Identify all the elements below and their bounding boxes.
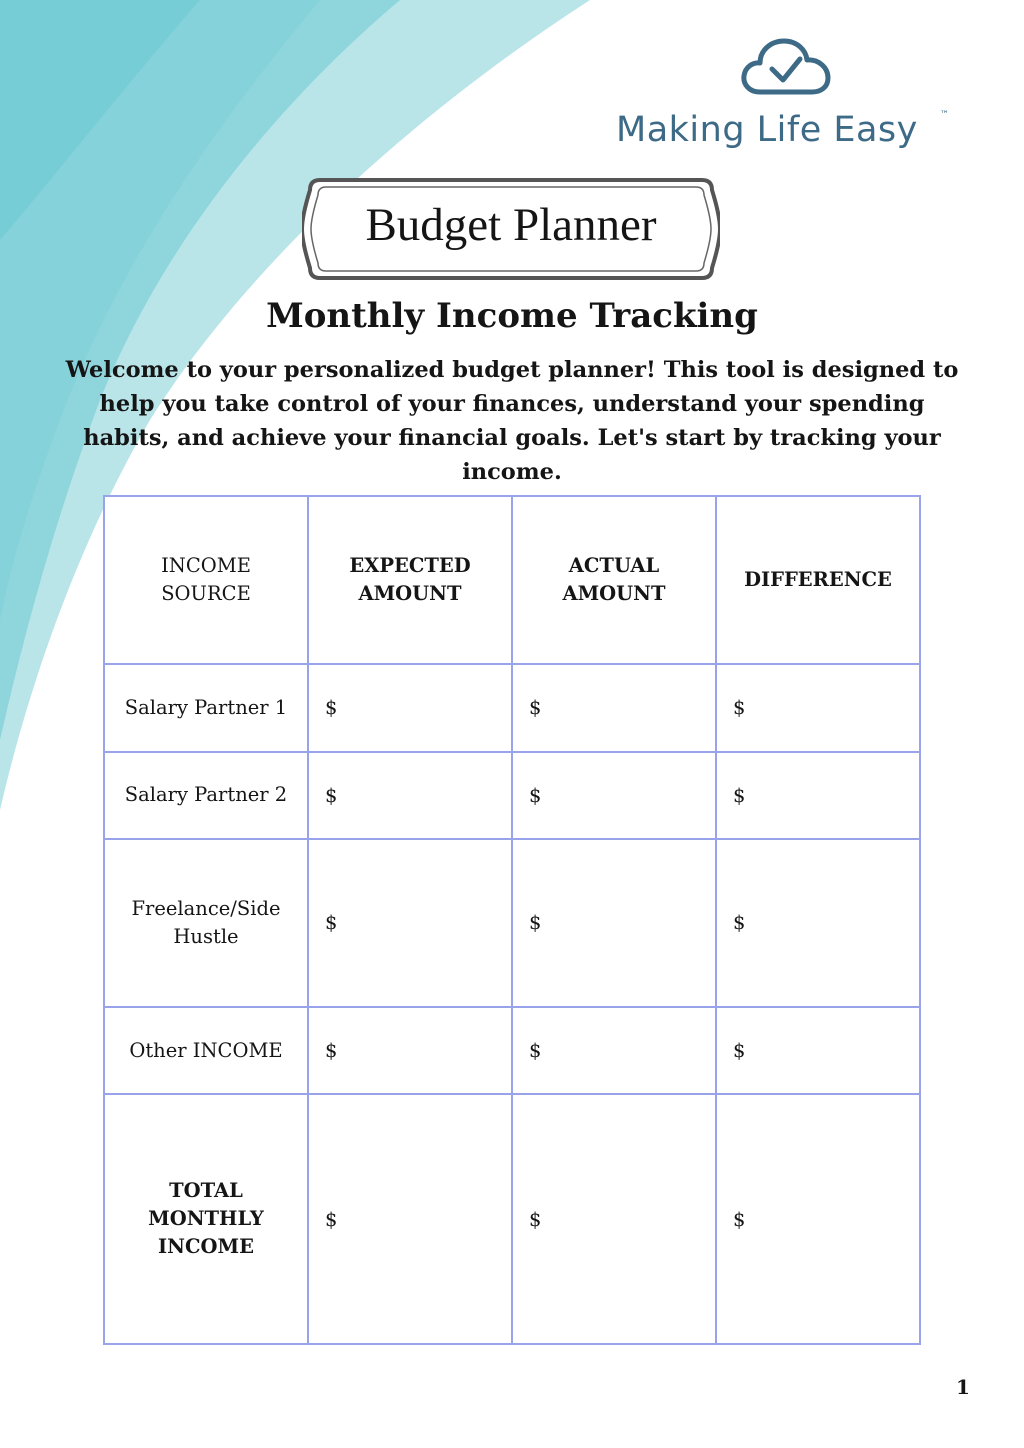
expected-amount-cell[interactable]: $ [308, 1094, 512, 1344]
expected-amount-cell[interactable]: $ [308, 752, 512, 839]
table-row [104, 664, 920, 751]
cloud-check-icon [740, 36, 832, 98]
table-row [104, 1007, 920, 1094]
actual-amount-cell[interactable]: $ [512, 1007, 716, 1094]
difference-cell[interactable]: $ [716, 1094, 920, 1344]
income-table [103, 495, 921, 1345]
difference-cell[interactable]: $ [716, 839, 920, 1007]
income-source-cell: Salary Partner 2 [104, 752, 308, 839]
header-expected-amount: EXPECTED AMOUNT [308, 496, 512, 664]
table-row [104, 752, 920, 839]
expected-amount-cell[interactable]: $ [308, 1007, 512, 1094]
difference-cell[interactable]: $ [716, 1007, 920, 1094]
income-source-cell: Other INCOME [104, 1007, 308, 1094]
expected-amount-cell[interactable]: $ [308, 839, 512, 1007]
page-number: 1 [956, 1375, 970, 1399]
expected-amount-cell[interactable]: $ [308, 664, 512, 751]
difference-cell[interactable]: $ [716, 752, 920, 839]
actual-amount-cell[interactable]: $ [512, 664, 716, 751]
table-total-row [104, 1094, 920, 1344]
brand-logo [600, 36, 960, 166]
actual-amount-cell[interactable]: $ [512, 839, 716, 1007]
total-income-label: TOTAL MONTHLY INCOME [104, 1094, 308, 1344]
page-title: Budget Planner [365, 199, 657, 251]
header-income-source: INCOME SOURCE [104, 496, 308, 664]
income-source-cell: Salary Partner 1 [104, 664, 308, 751]
header-difference: DIFFERENCE [716, 496, 920, 664]
income-source-cell: Freelance/Side Hustle [104, 839, 308, 1007]
trademark-mark: ™ [940, 110, 949, 120]
brand-name: Making Life Easy [616, 110, 918, 150]
intro-paragraph: Welcome to your personalized budget planner! This tool is designed to help you take control of your finances, understand your spending habits, and achieve your financial goals. Let's start by tracking your income. [65, 357, 959, 485]
actual-amount-cell[interactable]: $ [512, 1094, 716, 1344]
header-actual-amount: ACTUAL AMOUNT [512, 496, 716, 664]
actual-amount-cell[interactable]: $ [512, 752, 716, 839]
section-subtitle: Monthly Income Tracking [266, 296, 758, 336]
difference-cell[interactable]: $ [716, 664, 920, 751]
table-row [104, 839, 920, 1007]
table-header-row [104, 496, 920, 664]
